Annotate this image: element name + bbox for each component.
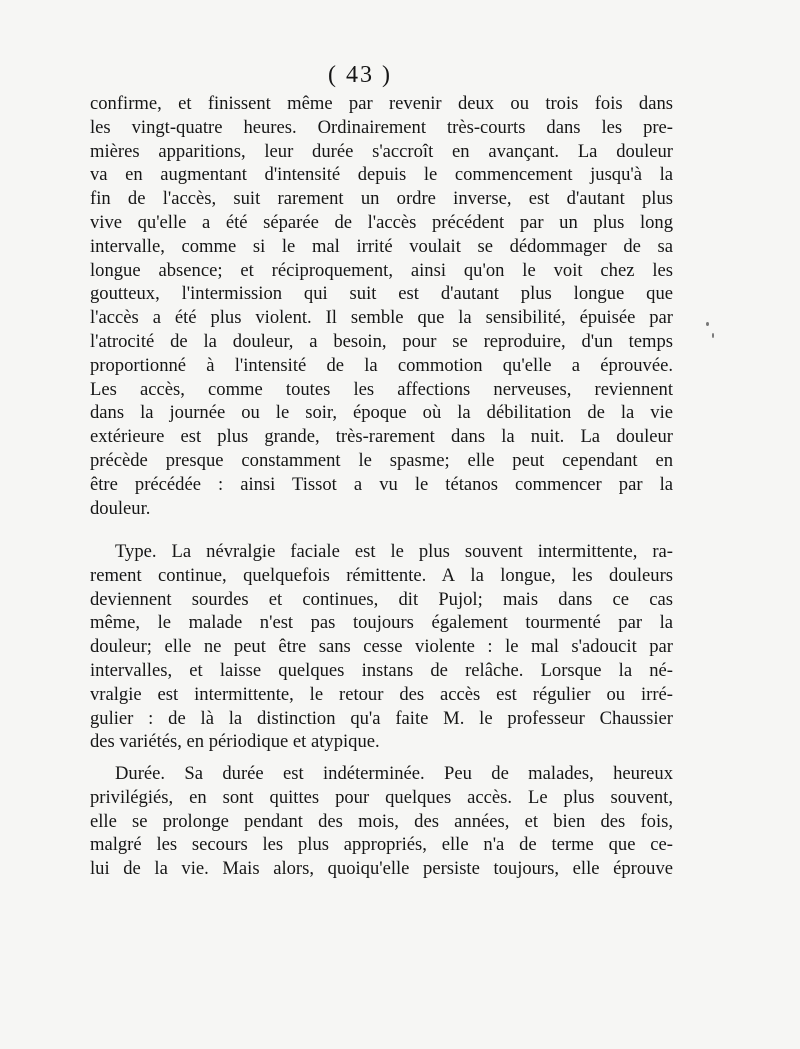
text-line: l'atrocité de la douleur, a besoin, pour se reproduire, d'un temps [90,330,673,352]
text-line: rement continue, quelquefois rémittente. A la longue, les douleurs [90,564,673,586]
text-line: privilégiés, en sont quittes pour quelques accès. Le plus souvent, [90,786,673,808]
text-line: lui de la vie. Mais alors, quoiqu'elle persiste toujours, elle éprouve [90,858,673,880]
text-line: va en augmentant d'intensité depuis le commencement jusqu'à la [90,164,673,186]
text-line: vive qu'elle a été séparée de l'accès précédent par un plus long [90,211,673,233]
text-line: extérieure est plus grande, très-rarement dans la nuit. La douleur [90,426,673,448]
paper-speck [706,322,709,326]
text-line: mières apparitions, leur durée s'accroît en avançant. La douleur [90,140,673,162]
paper-speck [712,333,714,338]
paragraph-type [90,540,673,754]
text-line: vralgie est intermittente, le retour des accès est régulier ou irré- [90,683,673,705]
page-number: ( 43 ) [328,62,392,88]
text-line: deviennent sourdes et continues, dit Pujol; mais dans ce cas [90,588,673,610]
text-line: précède presque constamment le spasme; elle peut cependant en [90,449,673,471]
text-line: malgré les secours les plus appropriés, elle n'a de terme que ce- [90,834,673,856]
paragraph-accesses [90,92,673,520]
text-line: être précédée : ainsi Tissot a vu le tétanos commencer par la [90,473,673,495]
text-line: intervalle, comme si le mal irrité voulait se dédommager de sa [90,235,673,257]
text-line: Durée. Sa durée est indéterminée. Peu de malades, heureux [115,763,673,784]
text-line: intervalles, et laisse quelques instans de relâche. Lorsque la né- [90,659,673,681]
text-line: gulier : de là la distinction qu'a faite M. le professeur Chaussier [90,707,673,729]
text-line: douleur. [90,497,151,519]
text-line: goutteux, l'intermission qui suit est d'autant plus longue que [90,283,673,305]
paragraph-duration [90,762,673,881]
text-line: fin de l'accès, suit rarement un ordre inverse, est d'autant plus [90,188,673,210]
text-line: confirme, et finissent même par revenir deux ou trois fois dans [90,93,673,114]
text-line: même, le malade n'est pas toujours également tourmenté par la [90,612,673,634]
text-line: proportionné à l'intensité de la commotion qu'elle a éprouvée. [90,354,673,376]
text-line: longue absence; et réciproquement, ainsi qu'on le voit chez les [90,259,673,281]
text-line: Les accès, comme toutes les affections nerveuses, reviennent [90,378,673,400]
text-line: les vingt-quatre heures. Ordinairement très-courts dans les pre- [90,116,673,138]
text-line: des variétés, en périodique et atypique. [90,731,380,753]
text-line: l'accès a été plus violent. Il semble que la sensibilité, épuisée par [90,307,673,329]
text-line: elle se prolonge pendant des mois, des années, et bien des fois, [90,810,673,832]
text-line: Type. La névralgie faciale est le plus souvent intermittente, ra- [115,541,673,562]
text-line: dans la journée ou le soir, époque où la débilitation de la vie [90,402,673,424]
text-line: douleur; elle ne peut être sans cesse violente : le mal s'adoucit par [90,636,673,658]
